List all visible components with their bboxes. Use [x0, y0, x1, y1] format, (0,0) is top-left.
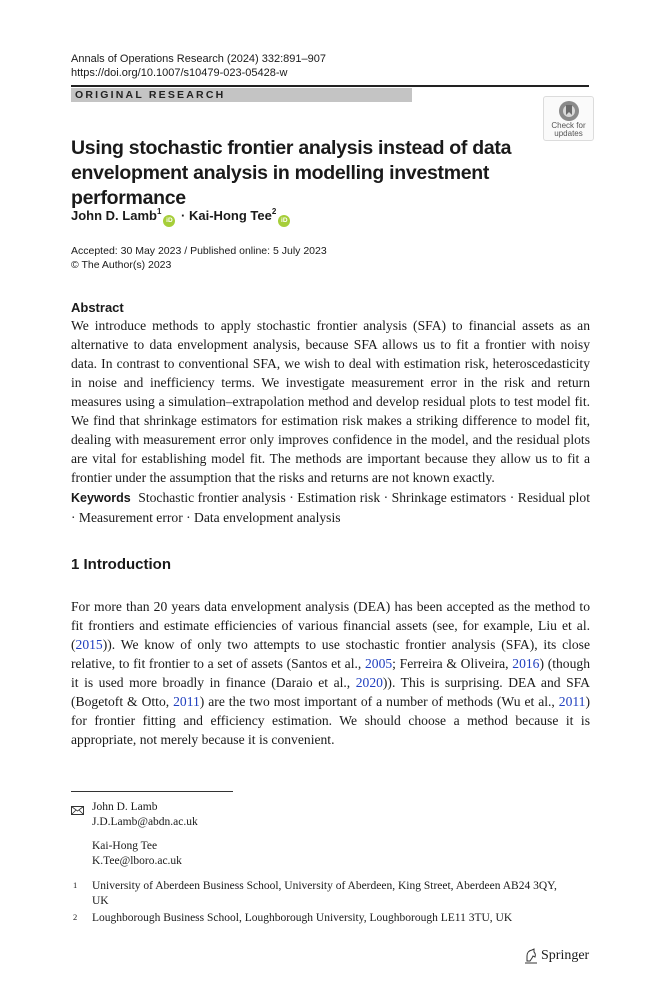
- abstract-heading: Abstract: [71, 300, 124, 315]
- email-link[interactable]: J.D.Lamb@abdn.ac.uk: [92, 816, 198, 828]
- text-run: For more than 20 years data envelopment analysis (DEA) has been accepted as the method to fit frontiers and estimate efficiencies of various financial assets (see, for example, Liu et al. (: [71, 599, 590, 652]
- author-name[interactable]: Kai-Hong Tee: [189, 208, 272, 223]
- citation-link[interactable]: 2011: [558, 694, 586, 709]
- envelope-icon: [71, 806, 84, 815]
- citation-link[interactable]: 2011: [173, 694, 200, 709]
- keywords-label: Keywords: [71, 491, 131, 505]
- section-label-bar: [71, 88, 412, 102]
- affiliation-marker: 2: [271, 207, 277, 216]
- correspondence-block: [92, 800, 198, 869]
- text-run: ) (though it is used more broadly in finance (Daraio et al.,: [71, 656, 590, 690]
- affiliation-text: University of Aberdeen Business School, University of Aberdeen, King Street, Aberdeen AB24 3QY, UK: [92, 880, 557, 907]
- affiliation-number: 2: [73, 912, 78, 922]
- publication-dates: [71, 244, 327, 272]
- orcid-icon[interactable]: iD: [163, 215, 175, 227]
- header-rule: [71, 85, 589, 87]
- correspondent-name: John D. Lamb: [92, 801, 158, 813]
- footnote-rule: [71, 791, 233, 792]
- springer-horse-icon: [524, 948, 538, 964]
- affiliation-marker: 1: [156, 207, 162, 216]
- text-run: ) are the two most important of a number of methods (Wu et al.,: [199, 694, 559, 709]
- affiliation-text: Loughborough Business School, Loughborough University, Loughborough LE11 3TU, UK: [92, 912, 513, 924]
- publisher-name: Springer: [541, 948, 590, 963]
- section-heading-introduction: 1 Introduction: [71, 556, 171, 573]
- dates-line: Accepted: 30 May 2023 / Published online: 5 July 2023: [71, 245, 327, 257]
- text-run: ) for frontier fitting and efficiency estimation. We should choose a method because it is appropriate, not merely because it is convenient.: [71, 694, 590, 747]
- check-updates-line2: updates: [554, 129, 583, 138]
- journal-line: Annals of Operations Research (2024) 332:891–907: [71, 53, 327, 65]
- orcid-icon[interactable]: iD: [278, 215, 290, 227]
- author-name[interactable]: John D. Lamb: [71, 208, 157, 223]
- journal-citation: [71, 52, 326, 80]
- check-updates-line1: Check for: [551, 121, 586, 130]
- citation-link[interactable]: 2005: [364, 656, 393, 671]
- keywords: [71, 488, 590, 527]
- citation-link[interactable]: 2015: [75, 637, 103, 652]
- text-run: )). This is surprising. DEA and SFA (Bogetoft & Otto,: [71, 675, 590, 709]
- check-for-updates-button[interactable]: [543, 96, 594, 141]
- email-link[interactable]: K.Tee@lboro.ac.uk: [92, 855, 182, 867]
- citation-link[interactable]: 2020: [355, 675, 383, 690]
- doi-link[interactable]: https://doi.org/10.1007/s10479-023-05428-w: [71, 67, 288, 79]
- author-list: [71, 203, 292, 227]
- check-updates-icon: [558, 100, 580, 122]
- correspondent-name: Kai-Hong Tee: [92, 840, 158, 852]
- text-run: )). We know of only two attempts to use stochastic frontier analysis (SFA), its close relative, to fit frontier to a set of assets (Santos et al.,: [71, 637, 590, 671]
- text-run: ; Ferreira & Oliveira,: [392, 656, 513, 671]
- publisher-logo: [524, 948, 589, 964]
- author-separator: ·: [181, 208, 186, 223]
- article-title: Using stochastic frontier analysis instead of data envelopment analysis in modelling investment performance: [71, 137, 512, 209]
- keywords-text: Stochastic frontier analysis · Estimation risk · Shrinkage estimators · Residual plot · Measurement error · Data envelopment analysis: [71, 490, 590, 525]
- section-label: ORIGINAL RESEARCH: [75, 89, 226, 101]
- abstract-text: We introduce methods to apply stochastic frontier analysis (SFA) to financial assets as an alternative to data envelopment analysis, because SFA allows us to fit a frontier with noisy data. In contrast to conventional SFA, we wish to deal with estimation risk, heteroscedasticity in noise and inefficiency terms. We investigate measurement error in the risk and return measures using a simulation–extrapolation method and develop residual plots to test model fit. We find that shrinkage estimators for estimation risk makes a striking difference to model fit, dealing with measurement error only improves confidence in the model, and the residual plots are vital for establishing model fit. The methods are important because they allow us to fit a frontier under the assumption that the risks and returns are not known exactly.: [71, 318, 590, 485]
- citation-link[interactable]: 2016: [512, 656, 540, 671]
- affiliation-number: 1: [73, 880, 78, 890]
- copyright-line: © The Author(s) 2023: [71, 259, 172, 271]
- introduction-paragraph: [71, 597, 590, 749]
